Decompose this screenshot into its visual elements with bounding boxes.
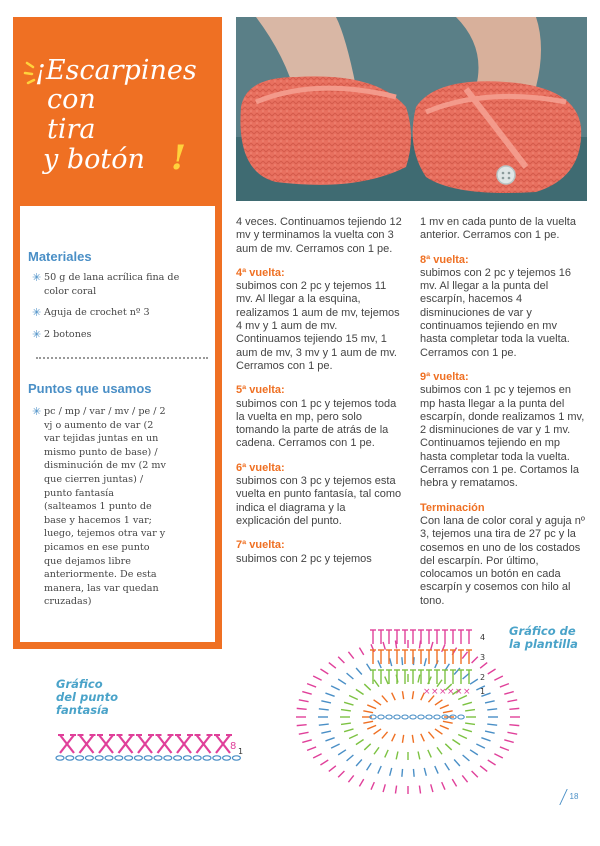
chain-stitch [213,756,221,760]
row-7-heading: 7ª vuelta: [236,539,285,552]
sole-stitch [435,766,438,774]
sole-stitch [299,700,309,702]
chain-stitch [402,715,408,719]
sole-stitch [363,721,373,723]
sole-stitch [349,735,358,739]
chain-stitch [66,756,74,760]
row-number: 2 [480,673,486,682]
star-bullet-icon: ✳ [32,405,42,418]
sole-stitch [341,710,351,711]
sole-stitch [367,725,376,729]
sole-stitch [338,750,346,755]
title-line-3: tira [47,114,96,145]
column-1-intro: 4 veces. Continuamos tejiendo 12 mv y terminamos la vuelta con 3 aum de mv. Cerramos con 1 pe. [236,216,402,255]
sole-stitch [302,692,311,695]
chain-stitch [144,756,152,760]
sole-stitch [348,652,353,659]
sole-stitch [428,732,434,739]
stitches-list [32,405,167,617]
sole-stitch [402,691,403,699]
sole-stitch [374,680,379,687]
sole-stitch [338,771,344,777]
sole-stitch [424,658,426,666]
sole-stitch [424,768,426,776]
sole-stitch [437,680,442,687]
sole-stitch [465,710,475,711]
materials-list [32,271,200,349]
sole-stitch [470,679,478,684]
sole-stitch [297,708,307,709]
sole-stitch [443,711,453,713]
chain-stitch [410,715,416,719]
sole-stitch [431,784,433,792]
sole-stitch [485,701,495,703]
list-item: ✳ 2 botones [32,327,92,341]
sole-stitch [344,729,353,732]
sole-stitch [412,691,413,699]
sole-stitch [500,747,509,750]
sole-stitch [338,679,346,684]
sole-stitch [392,734,396,741]
chain-stitch [378,715,384,719]
sole-stitch [364,744,370,750]
chain-stitch [56,756,64,760]
sole-stitch [367,705,376,709]
sole-stitch [348,775,353,782]
sole-stitch [319,724,329,725]
single-stitch: × [439,687,447,697]
chain-stitch [183,756,191,760]
sole-stitch [437,747,442,754]
chain-stitch [223,756,231,760]
sole-stitch [331,686,340,690]
chain-stitch [85,756,93,760]
chain-stitch [193,756,201,760]
sole-stitch [356,739,364,744]
sole-stitch [371,782,374,790]
sole-stitch [390,658,392,666]
sole-stitch [485,731,495,733]
sole-stitch [458,735,467,739]
sole-stitch [440,725,449,729]
sole-stitch [445,763,450,770]
star-bullet-icon: ✳ [32,306,42,320]
baby-booties-photo [236,17,587,201]
sole-stitch [356,759,362,766]
row-5-heading: 5ª vuelta: [236,384,285,397]
sole-stitch [338,657,344,663]
sole-stitch [435,729,442,734]
plantilla-diagram-label: Gráfico de la plantilla [509,624,578,651]
chain-stitch [105,756,113,760]
chain-stitch [394,715,400,719]
sole-stitch [392,693,396,700]
sole-stitch [359,648,363,655]
sole-stitch [378,766,381,774]
sole-stitch [509,708,519,709]
sole-stitch [419,786,420,794]
sole-stitch [412,735,413,743]
sole-stitch [462,652,467,659]
sole-stitch [319,709,329,710]
sole-stitch [363,711,373,713]
single-stitch: × [431,687,439,697]
sole-stitch [463,702,472,705]
sole-stitch [359,779,363,786]
title-line-2: con [47,84,96,115]
fantasia-stitch-diagram [50,725,250,770]
sole-stitch [385,750,388,758]
sole-stitch [494,676,502,680]
sole-stitch [321,731,331,733]
chain-stitch [76,756,84,760]
materials-heading: Materiales [28,249,92,264]
sole-stitch [329,766,336,772]
sole-stitch [341,723,351,724]
sole-stitch [463,729,472,732]
title-art [13,17,222,206]
chain-stitch [154,756,162,760]
divider [36,357,208,359]
sole-stitch [418,751,420,759]
sole-stitch [383,642,385,650]
sole-stitch [463,755,470,761]
sole-stitch [465,723,475,724]
title-exclaim: ! [171,138,186,178]
row-6-text: subimos con 3 pc y tejemos esta vuelta en punto fantasía, tal como indica el diagrama y la explicación del punto. [236,475,402,527]
row-5-text: subimos con 1 pc y tejemos toda la vuelta en mp, pero solo tomando la parte de atrás de la cadena. Cerramos con 1 pe. [236,397,397,450]
sole-stitch [421,734,425,741]
sole-stitch [504,692,513,695]
page-number: 18 [563,789,585,805]
row-number: 3 [480,653,486,662]
sole-stitch [494,754,502,758]
sole-stitch [442,782,445,790]
sole-stitch [435,700,442,705]
sole-stitch [320,669,328,674]
sole-stitch [302,740,311,743]
row-9-text: subimos con 1 pc y tejemos en mp hasta llegar a la punta del escarpín, donde realizamos 1 mv, 2 disminuciones de var y 1 mv. Continuamos tejiendo en mp hasta completar toda la vuelta. Cerramos con 1 pe. Cortamos la hebra y rematamos. [420,384,585,490]
chain-stitch [458,715,464,719]
sole-stitch [454,759,460,766]
sole-stitch [481,738,490,741]
sole-stitch [331,744,340,748]
sole-stitch [454,668,460,675]
sole-stitch [344,702,353,705]
text-column-2 [420,216,586,608]
sole-stitch [428,750,431,758]
title-line-4: y botón [43,144,145,175]
sole-stitch [431,642,433,650]
row-number: 4 [480,633,486,642]
sole-stitch [307,684,316,687]
sole-stitch [418,675,420,683]
sole-stitch [443,721,453,723]
sparkle-icon [25,63,34,83]
fantasia-diagram-label: Gráfico del punto fantasía [56,677,118,717]
sole-stitch [367,763,372,770]
sole-stitch [299,732,309,734]
sole-stitch [487,709,497,710]
row-6-heading: 6ª vuelta: [236,461,285,474]
sole-stitch [445,744,451,750]
chain-stitch [164,756,172,760]
sole-stitch [313,676,321,680]
sole-stitch [452,739,460,744]
sole-stitch [504,740,513,743]
plantilla-stitch-diagram [283,622,563,802]
finishing-text: Con lana de color coral y aguja nº 3, tejemos una tira de 27 pc y la cosemos en uno de los costados del escarpín. Por último, colocamos un botón en cada escarpín y cosemos con hilo al tono. [420,514,585,607]
sole-stitch [313,754,321,758]
chain-stitch [134,756,142,760]
title-line-1: ¡Escarpines [35,55,197,86]
sole-stitch [347,755,354,761]
row-4-heading: 4ª vuelta: [236,266,285,279]
chain-stitch [95,756,103,760]
list-item: ✳ pc / mp / var / mv / pe / 2 vj o aumento de var (2 var tejidas juntas en un mismo punto de base) / disminución de mv (2 mv que cierren juntas) / punto fantasía (salteamos 1 punto de base y hacemos 1 var; luego, tejemos otra var y picamos en ese punto que dejamos libre anteriormente. De esta manera, las var quedan cruzadas) [32,405,166,608]
chain-stitch [115,756,123,760]
list-item: ✳ Aguja de crochet nº 3 [32,306,150,320]
sole-stitch [452,779,456,786]
sole-stitch [507,732,517,734]
finishing-heading: Terminación [420,501,485,514]
sole-stitch [395,786,396,794]
sole-stitch [320,760,328,765]
sole-stitch [488,760,496,765]
sole-stitch [390,768,392,776]
chain-stitch [232,756,240,760]
sole-stitch [396,751,398,759]
sole-stitch [413,769,414,777]
sole-stitch [307,747,316,750]
title-box [13,17,222,206]
sole-stitch [472,657,478,663]
chain-stitch [418,715,424,719]
sole-stitch [402,657,403,665]
chain-stitch [174,756,182,760]
sole-stitch [488,669,496,674]
sole-stitch [356,689,364,694]
row-number: 1 [238,747,244,756]
sole-stitch [509,725,519,726]
chain-stitch [426,715,432,719]
chain-stitch [386,715,392,719]
star-bullet-icon: ✳ [32,271,42,284]
row-8-text: subimos con 2 pc y tejemos 16 mv. Al llegar a la punta del escarpín, hacemos 4 disminuciones de var y continuamos tejiendo en mv hasta completar toda la vuelta. Cerramos con 1 pe. [420,266,572,359]
list-item: ✳ 50 g de lana acrílica fina de color coral [32,271,180,297]
sole-stitch [476,744,485,748]
sole-stitch [382,696,388,703]
sole-stitch [462,775,467,782]
sole-stitch [297,725,307,726]
sole-stitch [480,766,487,772]
sole-stitch [487,724,497,725]
sole-stitch [470,750,478,755]
sole-stitch [440,705,449,709]
sole-stitch [374,747,379,754]
sole-stitch [349,696,358,700]
sole-stitch [325,693,334,696]
row-4-text: subimos con 2 pc y tejemos 11 mv. Al llegar a la esquina, realizamos 1 aum de mv, tejemos 4 mv y 1 aum de mv. Continuamos tejiendo 15 mv, 1 aum de mv, 3 mv y 1 aum de mv. Cerramos con 1 pe. [236,280,400,372]
chain-stitch [434,715,440,719]
row-8-heading: 8ª vuelta: [420,253,469,266]
column-2-intro: 1 mv en cada punto de la vuelta anterior. Cerramos con 1 pe. [420,216,576,242]
chain-stitch [125,756,133,760]
row-number: 1 [480,687,486,696]
sole-stitch [382,732,388,739]
sole-stitch [356,668,362,675]
sole-stitch [347,673,354,679]
star-bullet-icon: ✳ [32,327,42,341]
sole-stitch [374,729,381,734]
sole-stitch [329,663,336,669]
sole-stitch [507,700,517,702]
chain-stitch [203,756,211,760]
chain-turn-mark: 8 [230,741,237,752]
text-column-1 [236,216,402,566]
sole-stitch [374,700,381,705]
sole-stitch [321,701,331,703]
row-7-text: subimos con 2 pc y tejemos [236,552,372,565]
sole-stitch [383,784,385,792]
sole-stitch [402,769,403,777]
sole-stitch [385,677,388,685]
sole-stitch [500,684,509,687]
single-stitch: × [423,687,431,697]
sole-stitch [472,771,478,777]
sole-stitch [480,663,487,669]
single-stitch: × [455,687,463,697]
sole-stitch [402,735,403,743]
row-9-heading: 9ª vuelta: [420,370,469,383]
single-stitch: × [447,687,455,697]
stitches-heading: Puntos que usamos [28,381,152,396]
sole-stitch [364,684,370,690]
single-stitch: × [463,687,471,697]
sole-stitch [325,738,334,741]
